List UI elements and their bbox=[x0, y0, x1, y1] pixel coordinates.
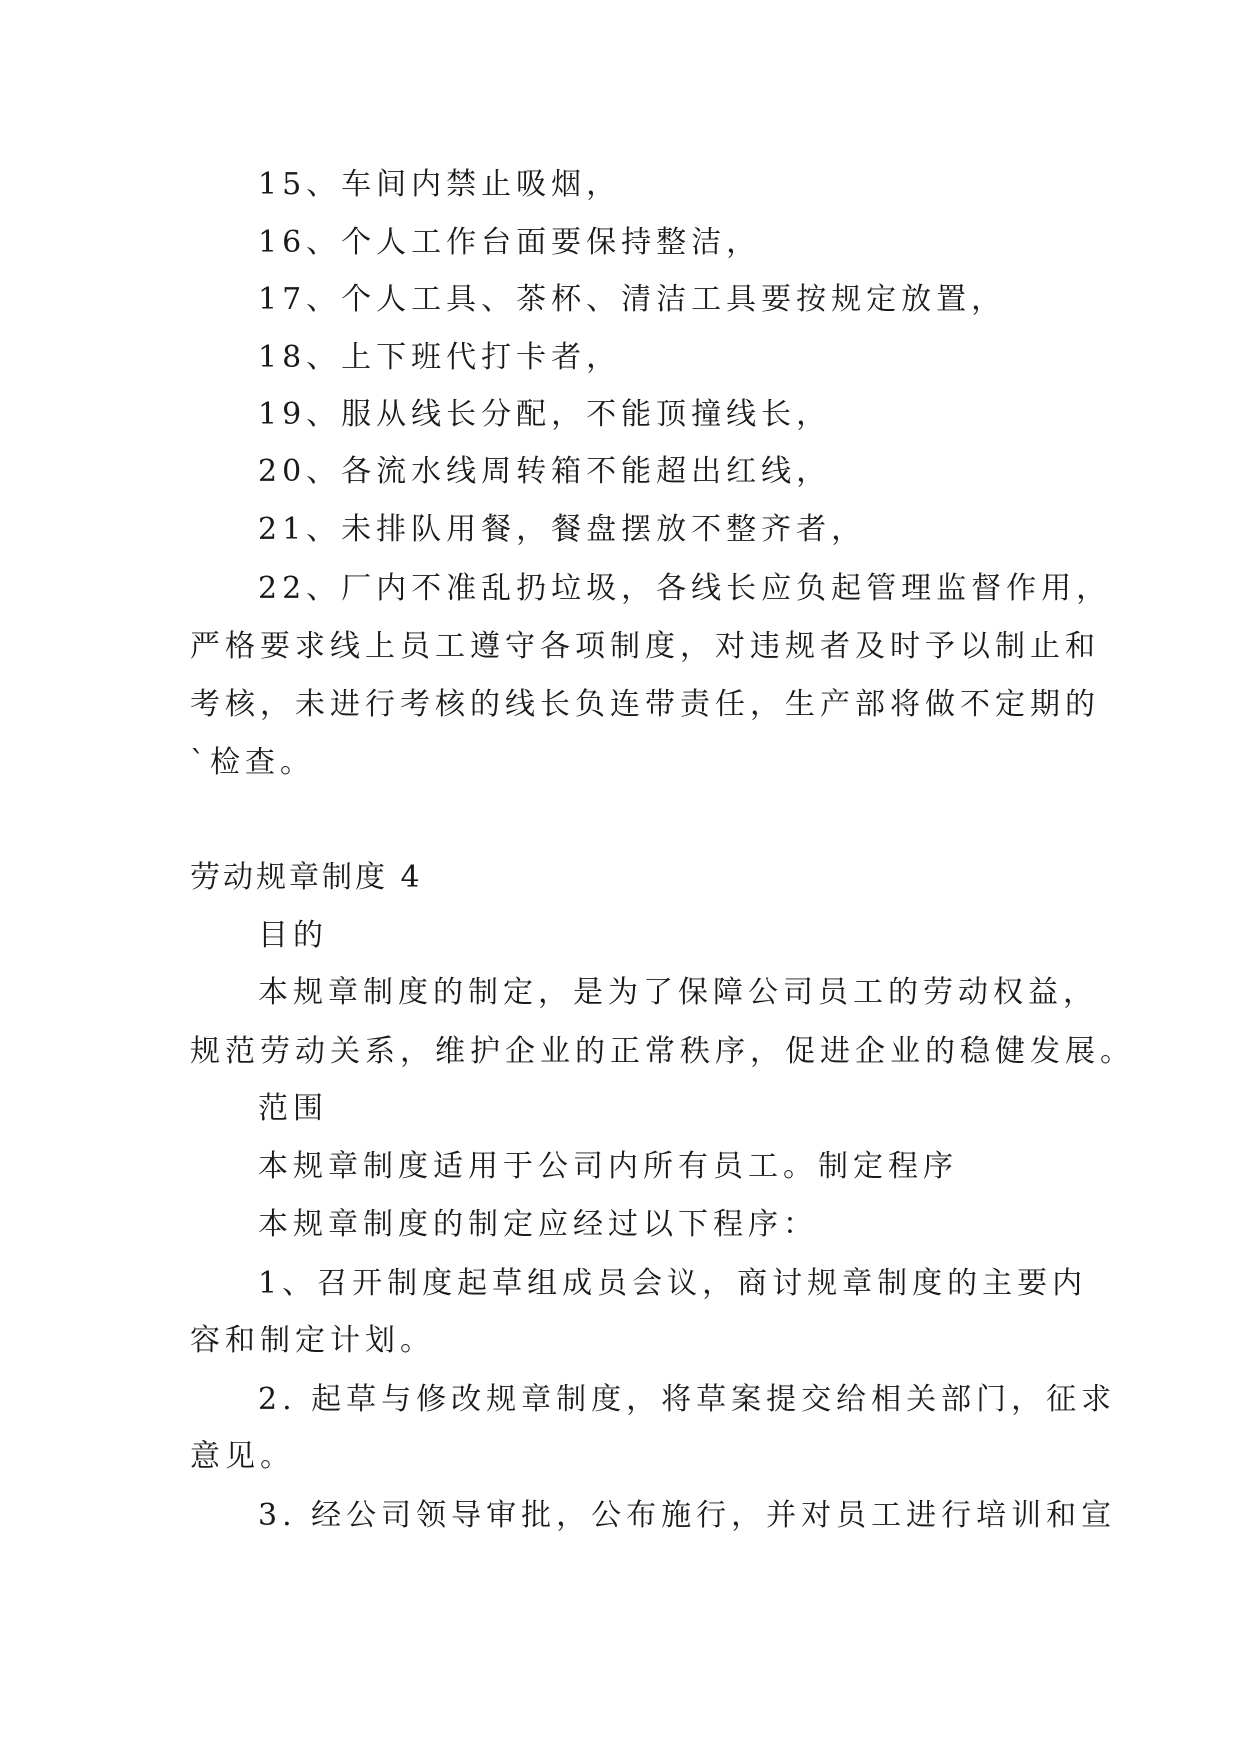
list-item-step-2: 2. 起草与修改规章制度，将草案提交给相关部门，征求 bbox=[258, 1382, 1117, 1417]
paragraph-line: 严格要求线上员工遵守各项制度，对违规者及时予以制止和 bbox=[190, 629, 1100, 664]
list-item-step-1: 1、召开制度起草组成员会议，商讨规章制度的主要内 bbox=[258, 1266, 1088, 1301]
list-item-15: 15、车间内禁止吸烟， bbox=[258, 167, 622, 202]
paragraph-line: 规范劳动关系，维护企业的正常秩序，促进企业的稳健发展。 bbox=[190, 1034, 1135, 1069]
paragraph-line: 考核，未进行考核的线长负连带责任，生产部将做不定期的 bbox=[190, 687, 1100, 722]
list-item-22: 22、厂内不准乱扔垃圾，各线长应负起管理监督作用， bbox=[258, 571, 1112, 606]
paragraph-line: 本规章制度的制定应经过以下程序： bbox=[258, 1207, 818, 1242]
paragraph-line: 本规章制度适用于公司内所有员工。制定程序 bbox=[258, 1149, 958, 1184]
subheading-scope: 范围 bbox=[258, 1091, 328, 1126]
list-item-step-3: 3. 经公司领导审批，公布施行，并对员工进行培训和宣 bbox=[258, 1498, 1117, 1533]
list-item-19: 19、服从线长分配，不能顶撞线长， bbox=[258, 397, 832, 432]
list-item-20: 20、各流水线周转箱不能超出红线， bbox=[258, 454, 832, 489]
paragraph-line: 容和制定计划。 bbox=[190, 1323, 435, 1358]
paragraph-line: 本规章制度的制定，是为了保障公司员工的劳动权益， bbox=[258, 975, 1098, 1010]
list-item-16: 16、个人工作台面要保持整洁， bbox=[258, 225, 762, 260]
subheading-purpose: 目的 bbox=[258, 918, 328, 953]
list-item-21: 21、未排队用餐，餐盘摆放不整齐者， bbox=[258, 512, 867, 547]
section-heading: 劳动规章制度 4 bbox=[190, 860, 423, 895]
list-item-17: 17、个人工具、茶杯、清洁工具要按规定放置， bbox=[258, 282, 1007, 317]
paragraph-line: 意见。 bbox=[190, 1439, 295, 1474]
paragraph-line: `检查。 bbox=[190, 745, 315, 780]
list-item-18: 18、上下班代打卡者， bbox=[258, 340, 622, 375]
